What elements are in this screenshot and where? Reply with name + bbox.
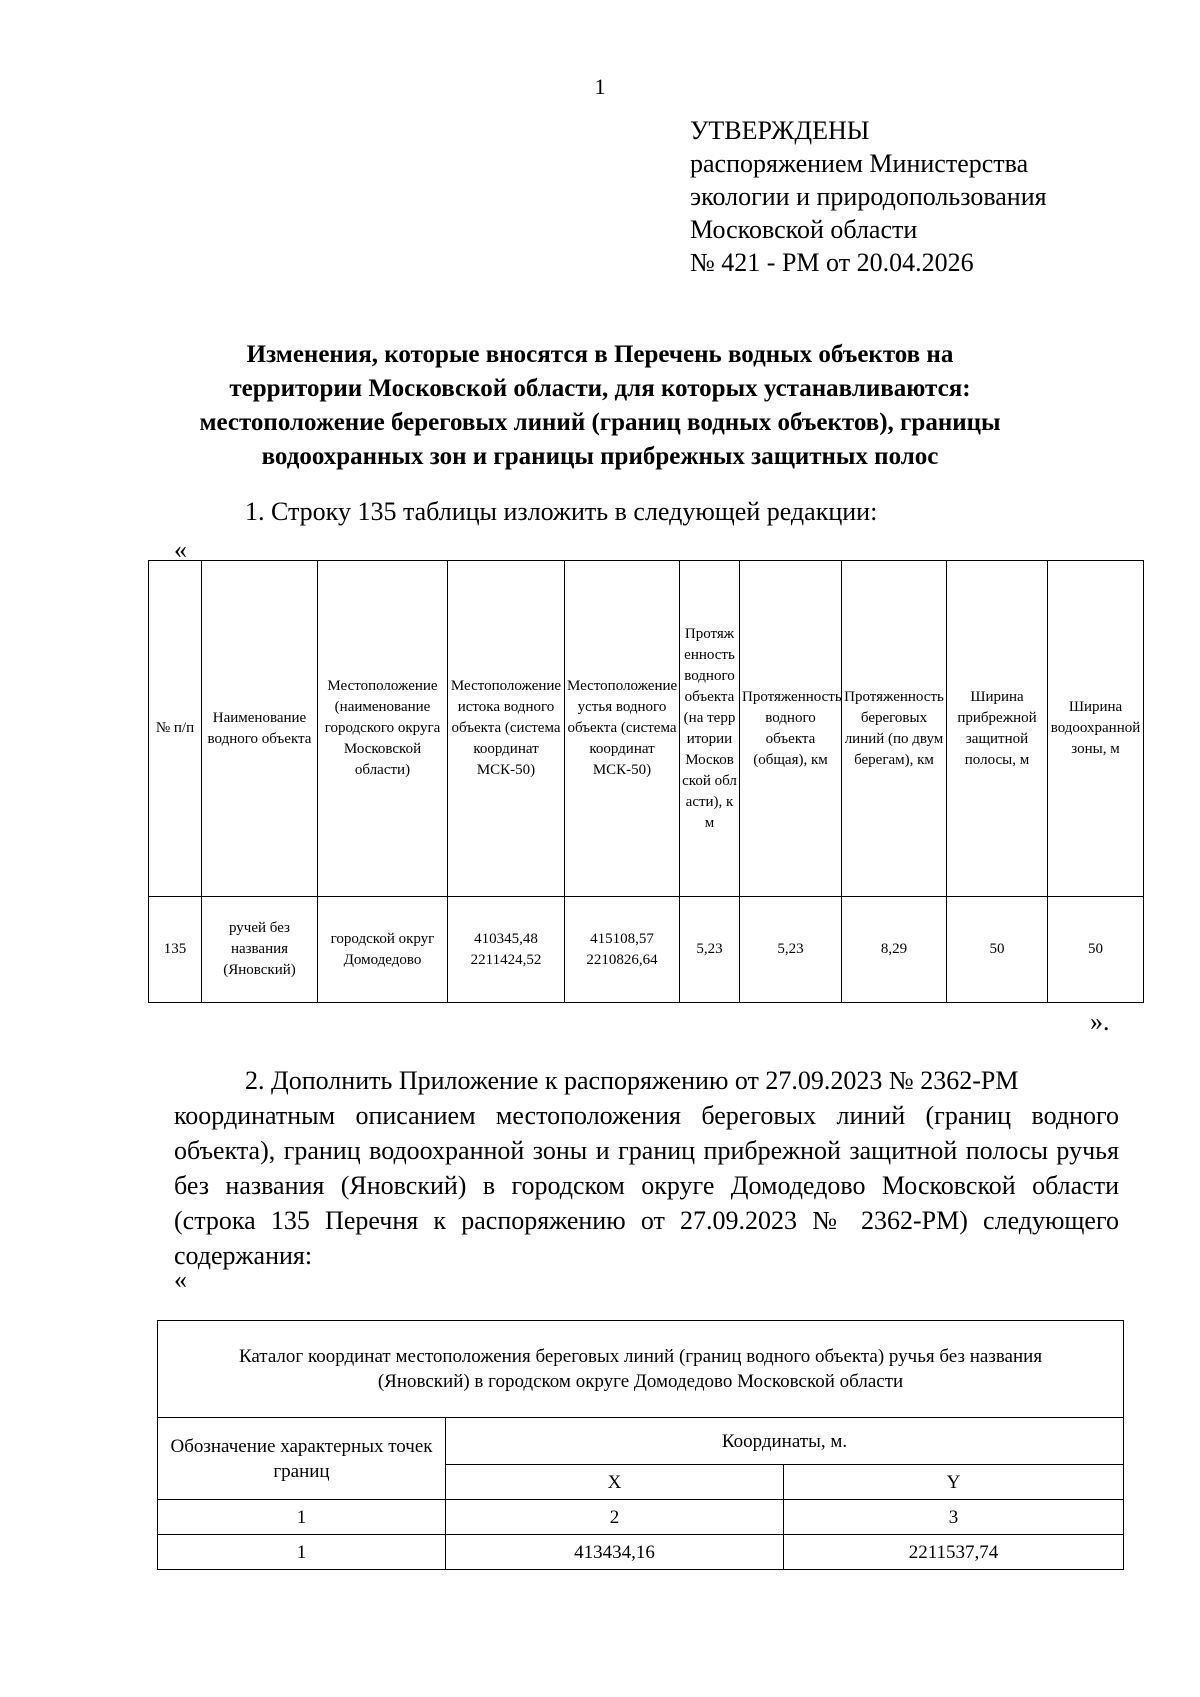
header-cell: Ширина водоохранной зоны, м xyxy=(1048,561,1144,897)
header-cell: Наименование водного объекта xyxy=(202,561,318,897)
table-cell xyxy=(448,897,565,1003)
table-cell: 50 xyxy=(1048,897,1144,1003)
table-cell: 50 xyxy=(947,897,1048,1003)
column-number: 3 xyxy=(784,1500,1124,1535)
coordinate-value: 2211424,52 xyxy=(470,951,542,968)
coordinate-value: 415108,57 xyxy=(590,930,654,947)
x-cell: 413434,16 xyxy=(446,1535,784,1570)
header-cell: Ширина прибрежной защитной полосы, м xyxy=(947,561,1048,897)
header-cell: Протяженность водного объекта (на территории Московской области), км xyxy=(680,561,740,897)
title-line: территории Московской области, для которых устанавливаются: xyxy=(229,375,971,402)
point-cell: 1 xyxy=(158,1535,446,1570)
table-header-row xyxy=(149,561,1144,897)
table-cell: 5,23 xyxy=(740,897,842,1003)
water-objects-table xyxy=(148,560,1144,1003)
approval-line: распоряжением Министерства xyxy=(690,149,1029,178)
table-cell: 135 xyxy=(149,897,202,1003)
header-cell: Местоположение (наименование городского округа Московской области) xyxy=(318,561,448,897)
table-cell: ручей без названия (Яновский) xyxy=(202,897,318,1003)
approval-line: № 421 - РМ от 20.04.2026 xyxy=(690,248,974,277)
title-line: водоохранных зон и границы прибрежных защитных полос xyxy=(261,443,939,470)
table-cell xyxy=(565,897,680,1003)
page-number: 1 xyxy=(594,74,606,99)
paragraph-2-first-line: 2. Дополнить Приложение к распоряжению от 27.09.2023 № 2362-РМ xyxy=(245,1066,1019,1095)
header-cell: Протяженность водного объекта (общая), км xyxy=(740,561,842,897)
paragraph-1: 1. Строку 135 таблицы изложить в следующей редакции: xyxy=(245,497,878,526)
closing-quote: ». xyxy=(1090,1007,1110,1036)
opening-quote: « xyxy=(174,1265,187,1294)
header-cell: № п/п xyxy=(149,561,202,897)
x-header: X xyxy=(446,1465,784,1500)
paragraph-2-body: координатным описанием местоположения береговых линий (границ водного объекта), границ водоохранной зоны и границ прибрежной защитной полосы ручья без названия (Яновский) в городском округе Домодедово Московской области (строка 135 Перечня к распоряжению от 27.09.2023 № 2362-РМ) следующего содержания: xyxy=(174,1101,1119,1270)
header-cell: Протяженность береговых линий (по двум берегам), км xyxy=(842,561,947,897)
table-caption: Каталог координат местоположения береговых линий (границ водного объекта) ручья без названия (Яновский) в городском округе Домодедово Московской области xyxy=(158,1321,1124,1418)
header-cell: Местоположение истока водного объекта (система координат МСК-50) xyxy=(448,561,565,897)
approval-block xyxy=(690,114,1047,279)
title-line: местоположение береговых линий (границ водных объектов), границы xyxy=(199,409,1001,436)
coordinates-header: Координаты, м. xyxy=(446,1418,1124,1465)
y-cell: 2211537,74 xyxy=(784,1535,1124,1570)
table-cell: 8,29 xyxy=(842,897,947,1003)
coordinate-value: 410345,48 xyxy=(474,930,538,947)
approval-line: УТВЕРЖДЕНЫ xyxy=(690,116,870,145)
coordinates-catalog-table xyxy=(157,1320,1124,1570)
paragraph-2 xyxy=(174,1063,1119,1273)
table-row xyxy=(158,1535,1124,1570)
coordinate-value: 2210826,64 xyxy=(586,951,658,968)
points-header: Обозначение характерных точек границ xyxy=(158,1418,446,1500)
table-row xyxy=(149,897,1144,1003)
header-cell: Местоположение устья водного объекта (система координат МСК-50) xyxy=(565,561,680,897)
title-line: Изменения, которые вносятся в Перечень водных объектов на xyxy=(246,341,954,368)
table-cell: городской округ Домодедово xyxy=(318,897,448,1003)
document-title xyxy=(150,338,1050,474)
column-number: 1 xyxy=(158,1500,446,1535)
y-header: Y xyxy=(784,1465,1124,1500)
table-cell: 5,23 xyxy=(680,897,740,1003)
approval-line: Московской области xyxy=(690,215,918,244)
column-number: 2 xyxy=(446,1500,784,1535)
opening-quote: « xyxy=(174,535,187,564)
approval-line: экологии и природопользования xyxy=(690,182,1047,211)
